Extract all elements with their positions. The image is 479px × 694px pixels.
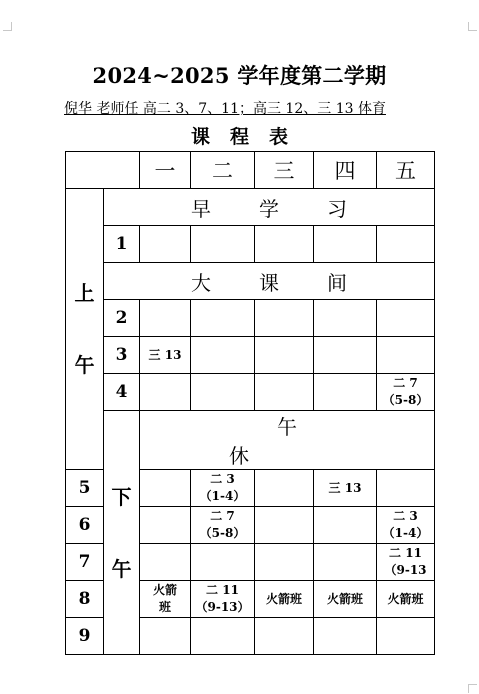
class-cell: 火箭班 xyxy=(255,581,314,618)
afternoon-label-bottom: 午 xyxy=(111,556,132,581)
period-number: 5 xyxy=(66,470,104,507)
class-cell: 火箭班 xyxy=(314,581,377,618)
morning-label-bottom: 午 xyxy=(74,353,95,377)
afternoon-label-top: 下 xyxy=(111,484,132,509)
table-row xyxy=(66,300,435,337)
class-cell: 二 7 （5-8） xyxy=(191,507,255,544)
class-cell: 火箭班 xyxy=(377,581,435,618)
period-number: 9 xyxy=(66,618,104,655)
document-title: 2024~2025 学年度第二学期 xyxy=(92,63,387,88)
timetable xyxy=(65,151,435,655)
class-cell: 二 7 （5-8） xyxy=(377,374,435,411)
page-corner-mark-top-left xyxy=(3,22,12,31)
class-cell: 二 11 （9-13 xyxy=(377,544,435,581)
class-cell: 火箭 班 xyxy=(140,581,191,618)
class-cell: 二 11 （9-13） xyxy=(191,581,255,618)
timetable-heading: 课程表 xyxy=(190,126,308,148)
period-number: 6 xyxy=(66,507,104,544)
period-number: 4 xyxy=(104,374,140,411)
teacher-subtitle: 倪华 老师任 高二 3、7、11；高三 12、三 13 体育 xyxy=(64,101,386,117)
day-header-fri: 五 xyxy=(377,152,435,189)
big-break-row xyxy=(66,263,435,300)
class-cell: 二 3 （1-4） xyxy=(377,507,435,544)
noon-rest-row xyxy=(66,411,435,470)
period-number: 3 xyxy=(104,337,140,374)
table-row xyxy=(66,374,435,411)
header-row xyxy=(66,152,435,189)
afternoon-half-label xyxy=(104,411,140,655)
morning-study-banner: 早学习 xyxy=(104,189,435,226)
class-cell: 三 13 xyxy=(314,470,377,507)
period-number: 8 xyxy=(66,581,104,618)
page-corner-mark-bottom-right xyxy=(468,684,477,693)
noon-rest-banner: 午休 xyxy=(140,411,435,470)
day-header-thu: 四 xyxy=(314,152,377,189)
morning-study-row xyxy=(66,189,435,226)
morning-label-top: 上 xyxy=(74,281,95,305)
table-row xyxy=(66,226,435,263)
day-header-tue: 二 xyxy=(191,152,255,189)
period-number: 7 xyxy=(66,544,104,581)
table-row xyxy=(66,337,435,374)
period-number: 2 xyxy=(104,300,140,337)
class-cell: 二 3 （1-4） xyxy=(191,470,255,507)
day-header-wed: 三 xyxy=(255,152,314,189)
class-cell: 三 13 xyxy=(140,337,191,374)
big-break-banner: 大课间 xyxy=(104,263,435,300)
period-number: 1 xyxy=(104,226,140,263)
morning-half-label xyxy=(66,189,104,470)
day-header-mon: 一 xyxy=(140,152,191,189)
page-corner-mark-top-right xyxy=(468,22,477,31)
corner-cell xyxy=(66,152,140,189)
